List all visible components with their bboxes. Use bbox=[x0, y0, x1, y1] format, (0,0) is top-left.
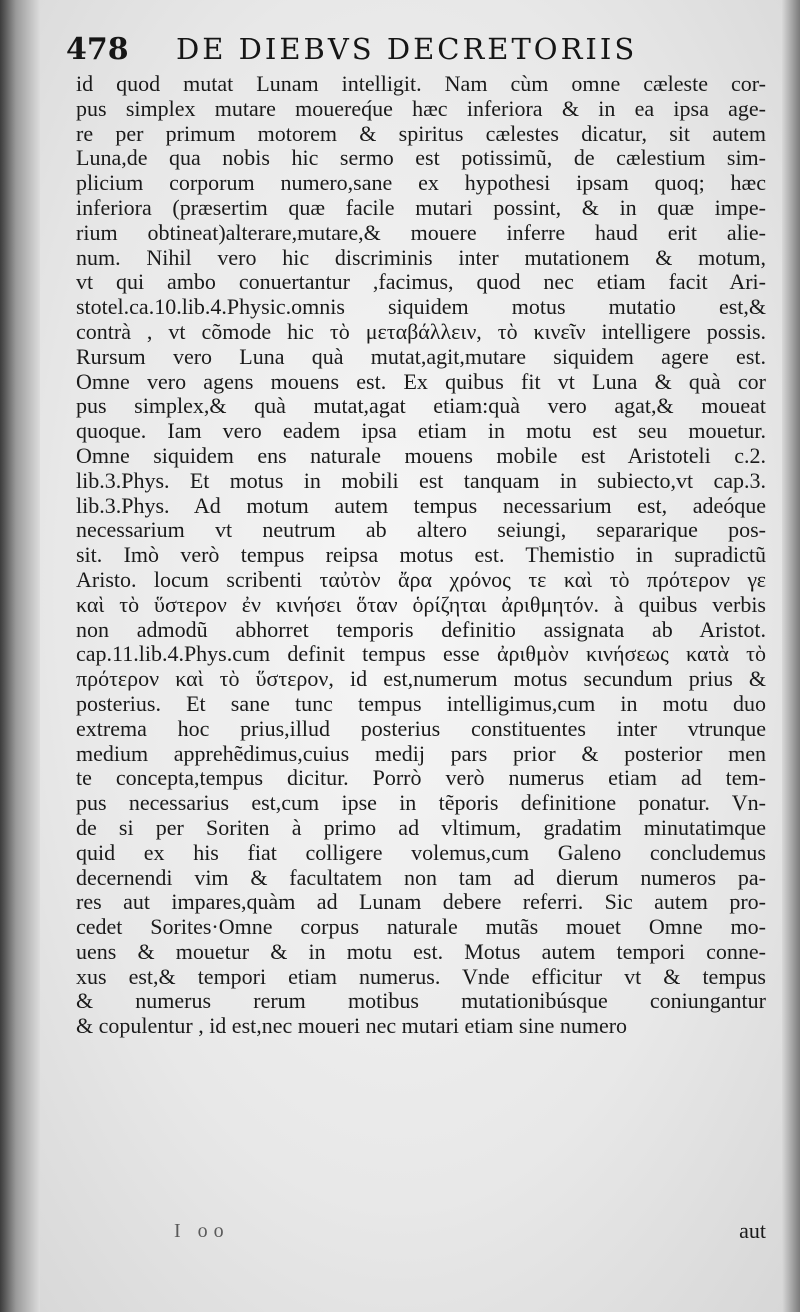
text-line: extrema hoc prius,illud posterius constituentes inter vtrunque bbox=[76, 716, 766, 741]
page-footer bbox=[76, 1218, 766, 1248]
text-line: plicium corporum numero,sane ex hypothesi ipsam quoq; hæc bbox=[76, 171, 766, 196]
text-line: cap.11.lib.4.Phys.cum definit tempus esse ἀριθμὸν κινήσεως κατὰ τὸ bbox=[76, 642, 766, 667]
running-head: DE DIEBVS DECRETORIIS bbox=[176, 32, 638, 66]
page-number: 478 bbox=[66, 32, 129, 67]
text-line: uens & mouetur & in motu est. Motus autem tempori conne- bbox=[76, 939, 766, 964]
text-line: id quod mutat Lunam intelligit. Nam cùm omne cæleste cor- bbox=[76, 72, 766, 96]
page-edge-shadow bbox=[782, 0, 800, 1312]
text-line: medium apprehẽdimus,cuius medij pars prior & posterior men bbox=[76, 741, 766, 766]
text-line: posterius. Et sane tunc tempus intelligimus,cum in motu duo bbox=[76, 691, 766, 716]
text-line: xus est,& tempori etiam numerus. Vnde efficitur vt & tempus bbox=[76, 964, 766, 989]
text-line: necessarium vt neutrum ab altero seiungi, separarique pos- bbox=[76, 518, 766, 543]
body-text bbox=[76, 72, 766, 1039]
text-line: Rursum vero Luna quà mutat,agit,mutare siquidem agere est. bbox=[76, 344, 766, 369]
text-line: πρότερον καὶ τὸ ὕστερον, id est,numerum motus secundum prius & bbox=[76, 667, 766, 692]
text-line: stotel.ca.10.lib.4.Physic.omnis siquidem motus mutatio est,& bbox=[76, 295, 766, 320]
signature-mark: I oo bbox=[174, 1220, 230, 1242]
catchword: aut bbox=[739, 1218, 766, 1243]
text-line: re per primum motorem & spiritus cælestes dicatur, sit autem bbox=[76, 121, 766, 146]
text-line: lib.3.Phys. Ad motum autem tempus necessarium est, adeóque bbox=[76, 493, 766, 518]
text-line: Omne siquidem ens naturale mouens mobile est Aristoteli c.2. bbox=[76, 443, 766, 468]
text-line: pus simplex,& quà mutat,agat etiam:quà vero agat,& moueat bbox=[76, 394, 766, 419]
text-line: quid ex his fiat colligere volemus,cum Galeno concludemus bbox=[76, 840, 766, 865]
text-line: pus simplex mutare mouereq́ue hæc inferiora & in ea ipsa age- bbox=[76, 96, 766, 121]
text-line: Omne vero agens mouens est. Ex quibus fit vt Luna & quà cor bbox=[76, 369, 766, 394]
text-line: num. Nihil vero hic discriminis inter mutationem & motum, bbox=[76, 245, 766, 270]
text-line: & copulentur , id est,nec moueri nec mutari etiam sine numero bbox=[76, 1014, 628, 1039]
text-line: te concepta,tempus dicitur. Porrò verò numerus etiam ad tem- bbox=[76, 766, 766, 791]
text-line: quoque. Iam vero eadem ipsa etiam in motu est seu mouetur. bbox=[76, 419, 766, 444]
text-line: καὶ τὸ ὕστερον ἐν κινήσει ὅταν ὁρίζηται ἀριθμητόν. à quibus verbis bbox=[76, 592, 766, 617]
text-line: & numerus rerum motibus mutationibúsque coniungantur bbox=[76, 989, 766, 1014]
page-gutter-shadow bbox=[0, 0, 40, 1312]
text-line: decernendi vim & facultatem non tam ad dierum numeros pa- bbox=[76, 865, 766, 890]
text-line: pus necessarius est,cum ipse in tẽporis definitione ponatur. Vn- bbox=[76, 791, 766, 816]
text-line: rium obtineat)alterare,mutare,& mouere inferre haud erit alie- bbox=[76, 220, 766, 245]
text-line: contrà , vt cõmode hic τὸ μεταβάλλειν, τὸ κινεῖν intelligere possis. bbox=[76, 319, 766, 344]
text-line: sit. Imò verò tempus reipsa motus est. Themistio in supradictũ bbox=[76, 543, 766, 568]
text-line: vt qui ambo conuertantur ,facimus, quod nec etiam facit Ari- bbox=[76, 270, 766, 295]
text-line: Luna,de qua nobis hic sermo est potissimũ, de cælestium sim- bbox=[76, 146, 766, 171]
text-line: inferiora (præsertim quæ facile mutari possint, & in quæ impe- bbox=[76, 195, 766, 220]
page-header bbox=[66, 28, 766, 72]
text-line: lib.3.Phys. Et motus in mobili est tanquam in subiecto,vt cap.3. bbox=[76, 468, 766, 493]
text-line: Aristo. locum scribenti ταὐτὸν ἄρα χρόνος τε καὶ τὸ πρότερον γε bbox=[76, 567, 766, 592]
text-line: res aut impares,quàm ad Lunam debere referri. Sic autem pro- bbox=[76, 890, 766, 915]
text-line: non admodũ abhorret temporis definitio assignata ab Aristot. bbox=[76, 617, 766, 642]
text-line: de si per Soriten à primo ad vltimum, gradatim minutatimque bbox=[76, 815, 766, 840]
text-line: cedet Sorites·Omne corpus naturale mutãs mouet Omne mo- bbox=[76, 915, 766, 940]
